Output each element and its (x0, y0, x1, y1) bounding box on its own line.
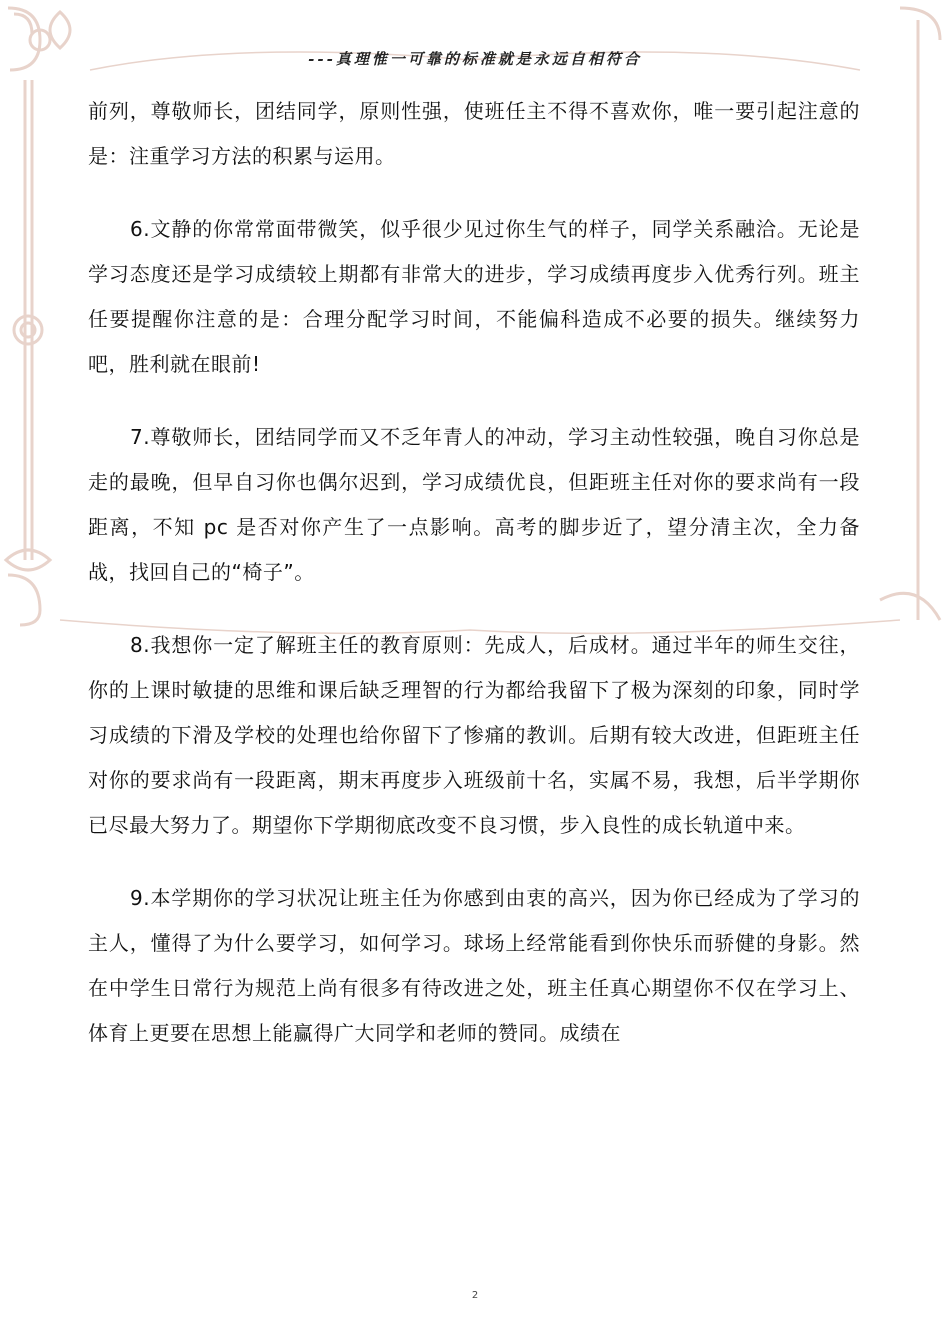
header-motto: ---真理惟一可靠的标准就是永远自相符合 (308, 50, 642, 68)
paragraph-9: 9.本学期你的学习状况让班主任为你感到由衷的高兴，因为你已经成为了学习的主人，懂得了为什么要学习，如何学习。球场上经常能看到你快乐而骄健的身影。然在中学生日常行为规范上尚有很多有待改进之处，班主任真心期望你不仅在学习上、体育上更要在思想上能赢得广大同学和老师的赞同。成绩在 (88, 886, 860, 1045)
paragraph-continued: 前列，尊敬师长，团结同学，原则性强，使班任主不得不喜欢你，唯一要引起注意的是：注重学习方法的积累与运用。 (88, 99, 860, 168)
paragraph-8: 8.我想你一定了解班主任的教育原则：先成人，后成材。通过半年的师生交往，你的上课时敏捷的思维和课后缺乏理智的行为都给我留下了极为深刻的印象，同时学习成绩的下滑及学校的处理也给你留下了惨痛的教训。后期有较大改进，但距班主任对你的要求尚有一段距离，期末再度步入班级前十名，实属不易，我想，后半学期你已尽最大努力了。期望你下学期彻底改变不良习惯，步入良性的成长轨道中来。 (88, 633, 860, 837)
document-body (88, 89, 860, 1084)
paragraph-6: 6.文静的你常常面带微笑，似乎很少见过你生气的样子，同学关系融洽。无论是学习态度还是学习成绩较上期都有非常大的进步，学习成绩再度步入优秀行列。班主任要提醒你注意的是：合理分配学习时间，不能偏科造成不必要的损失。继续努力吧，胜利就在眼前! (88, 217, 860, 376)
page-number: 2 (471, 1290, 479, 1301)
paragraph-7: 7.尊敬师长，团结同学而又不乏年青人的冲动，学习主动性较强，晚自习你总是走的最晚，但早自习你也偶尔迟到，学习成绩优良，但距班主任对你的要求尚有一段距离，不知 pc 是否对你产生了一点影响。高考的脚步近了，望分清主次，全力备战，找回自己的“椅子”。 (88, 425, 860, 584)
